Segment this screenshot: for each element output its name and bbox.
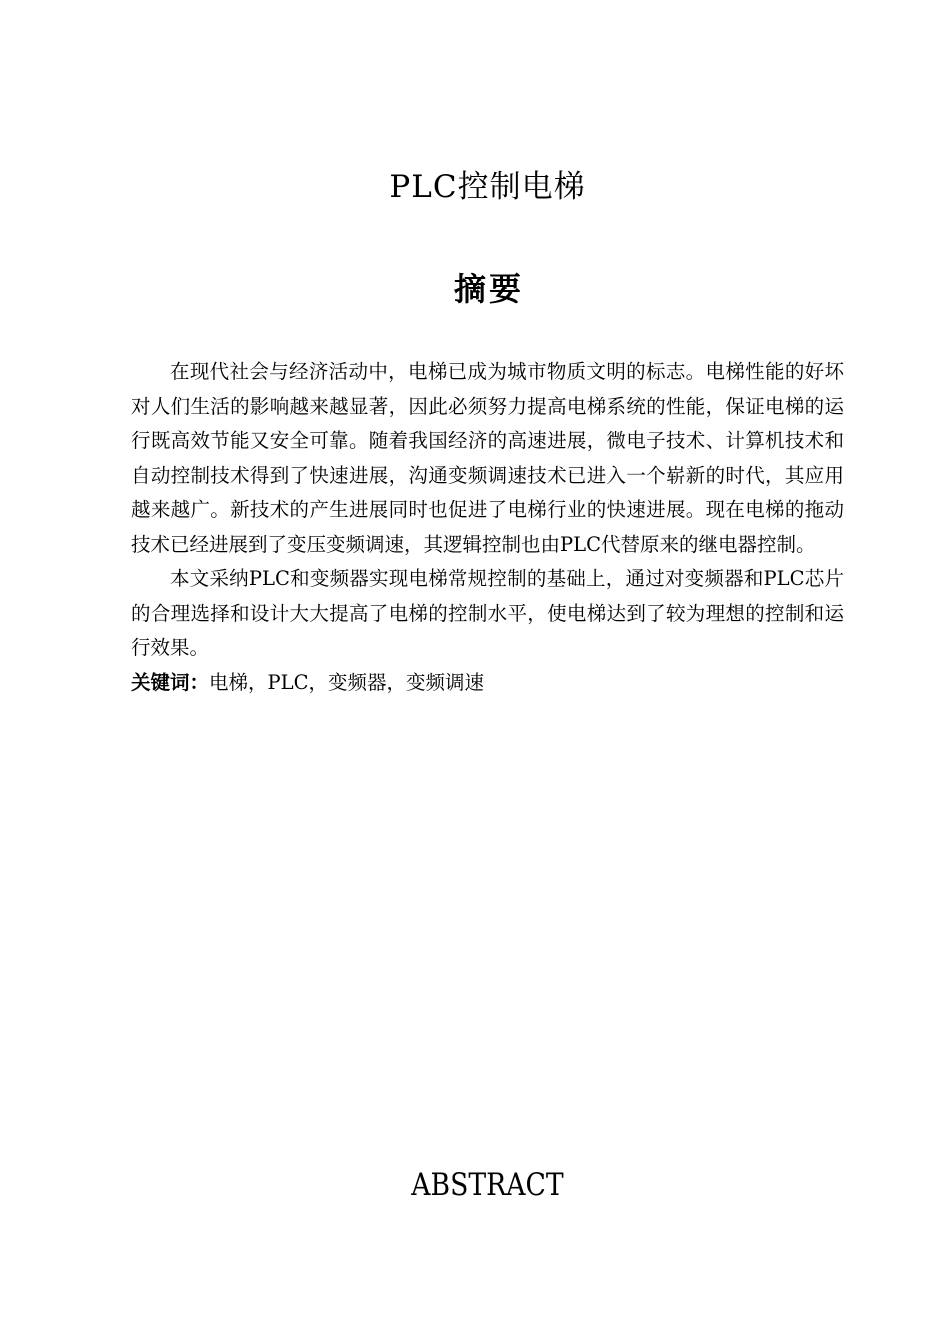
- abstract-paragraph-1: 在现代社会与经济活动中，电梯已成为城市物质文明的标志。电梯性能的好坏对人们生活的影响越来越显著，因此必须努力提高电梯系统的性能，保证电梯的运行既高效节能又安全可靠。随着我国经济的高速进展，微电子技术、计算机技术和自动控制技术得到了快速进展，沟通变频调速技术已进入一个崭新的时代，其应用越来越广。新技术的产生进展同时也促进了电梯行业的快速进展。现在电梯的拖动技术已经进展到了变压变频调速，其逻辑控制也由PLC代替原来的继电器控制。: [131, 360, 844, 556]
- keywords-value: 电梯，PLC，变频器，变频调速: [209, 670, 485, 694]
- keywords-line: [131, 666, 844, 701]
- abstract-body: [131, 355, 844, 700]
- keywords-label: 关键词：: [131, 670, 210, 694]
- english-abstract-heading: ABSTRACT: [411, 1167, 564, 1203]
- abstract-heading: 摘要: [453, 270, 524, 308]
- abstract-paragraph-2: 本文采纳PLC和变频器实现电梯常规控制的基础上，通过对变频器和PLC芯片的合理选择和设计大大提高了电梯的控制水平，使电梯达到了较为理想的控制和运行效果。: [131, 567, 844, 659]
- document-title: PLC控制电梯: [389, 169, 586, 205]
